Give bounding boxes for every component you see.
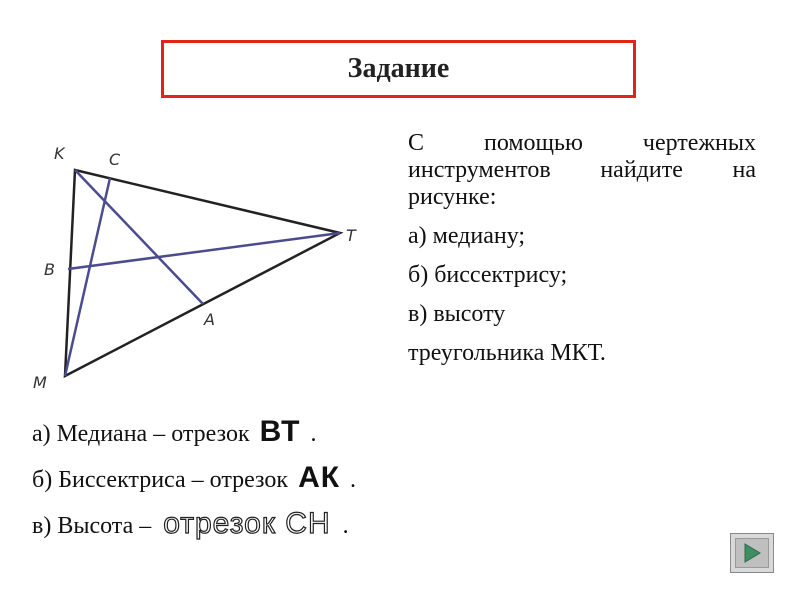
- answer-height: [32, 507, 349, 541]
- slide-title: Задание: [161, 40, 636, 98]
- answer-height-fill: отрезок СН: [163, 507, 331, 540]
- task-intro: С помощью чертежных инструментов найдите на рисунке:: [408, 130, 756, 210]
- task-text: [408, 130, 756, 379]
- label-k: K: [54, 144, 65, 163]
- next-slide-button[interactable]: [730, 533, 774, 573]
- segment-bt: [68, 233, 340, 269]
- label-a: A: [204, 310, 215, 329]
- answer-median: [32, 415, 316, 449]
- answer-height-prefix: в) Высота –: [32, 513, 152, 539]
- play-triangle-icon: [742, 542, 762, 564]
- answer-bisector: [32, 461, 356, 495]
- task-item-bisector: б) биссектрису;: [408, 262, 568, 288]
- answer-height-suffix: .: [342, 513, 349, 539]
- answer-median-suffix: .: [310, 421, 317, 447]
- label-m: M: [33, 373, 47, 390]
- task-item-median: а) медиану;: [408, 223, 526, 249]
- answer-bisector-prefix: б) Биссектриса – отрезок: [32, 467, 289, 493]
- answer-median-prefix: а) Медиана – отрезок: [32, 421, 250, 447]
- answer-bisector-suffix: .: [350, 467, 357, 493]
- label-t: T: [346, 226, 356, 245]
- triangle-figure: [30, 135, 390, 390]
- segment-mc: [65, 178, 110, 376]
- task-item-height: в) высоту: [408, 301, 506, 327]
- segment-ka: [75, 170, 203, 304]
- next-slide-button-face: [735, 538, 769, 568]
- task-item-triangle: треугольника МКТ.: [408, 340, 606, 366]
- answer-median-fill: ВТ: [259, 415, 301, 448]
- triangle-mkt: [65, 170, 340, 376]
- answer-bisector-fill: АК: [298, 461, 341, 494]
- label-b: B: [44, 260, 55, 279]
- label-c: C: [109, 150, 121, 169]
